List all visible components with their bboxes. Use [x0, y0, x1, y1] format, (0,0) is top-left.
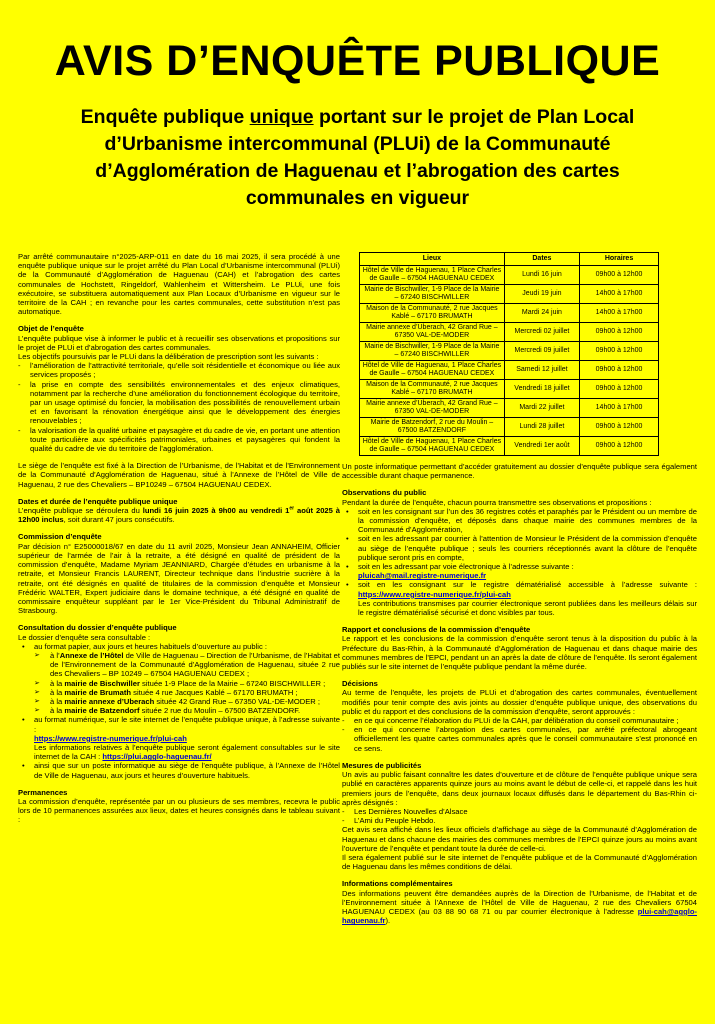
infos-heading: Informations complémentaires [342, 879, 453, 889]
rapport-section [342, 625, 697, 671]
registre-link[interactable]: https://www.registre-numerique.fr/plui-cah [358, 589, 511, 599]
objet-p1: L’enquête publique vise à informer le public et à recueillir ses observations et propositions sur le projet de PLUi et d’abrogation des cartes communales. [18, 333, 340, 352]
list-item: ➢ à l’Annexe de l’Hôtel de Ville de Haguenau – Direction de l’Urbanisme, de l’Habitat et de l’Environnement de la Communauté d’Agglomération de Haguenau, située 2 rue des Chevaliers – BP 10249 – 67504 HAGUENAU CEDEX ; [34, 651, 340, 679]
list-item: • soit en les consignant sur l’un des 36 registres cotés et paraphés par le Président ou un membre de la commission d’enquête, et déposés dans chaque mairie des communes membres de la Communauté d’Agglomération, [342, 507, 697, 535]
page-subtitle: Enquête publique unique portant sur le projet de Plan Local d’Urbanisme intercommunal (PLUi) de la Communauté d’Agglomération de Haguenau et l’abrogation des cartes communales en vigueur [80, 106, 635, 209]
email-link[interactable]: pluicah@mail.registre-numerique.fr [358, 571, 487, 581]
rapport-heading: Rapport et conclusions de la commission d’enquête [342, 625, 531, 635]
date-cell: Lundi 28 juillet [504, 418, 579, 437]
horaire-cell: 09h00 à 12h00 [580, 437, 659, 456]
horaire-cell: 09h00 à 12h00 [580, 266, 659, 285]
lieu-cell: Maison de la Communauté, 2 rue Jacques Kablé – 67170 BRUMATH [360, 380, 505, 399]
decisions-text: Au terme de l’enquête, les projets de PLUi et d’abrogation des cartes communales, éventuellement modifiés pour tenir compte des avis joints au dossier d’enquête publique unique, des observations du public et du rapport et des conclusions de la commission d’enquête, seront approuvés : [342, 688, 697, 716]
objet-section [18, 324, 340, 453]
left-column [18, 252, 340, 833]
table-row [360, 399, 659, 418]
column-header: Dates [504, 253, 579, 266]
lieu-cell: Hôtel de Ville de Haguenau, 1 Place Charles de Gaulle – 67504 HAGUENAU CEDEX [360, 361, 505, 380]
siege-paragraph: Le siège de l’enquête est fixé à la Direction de l’Urbanisme, de l’Habitat et de l’Environnement de la Communauté d’Agglomération de Haguenau, situé à l’Annexe de l’Hôtel de Ville de Haguenau, 2 rue des Chevaliers – BP10249 – 67504 HAGUENAU CEDEX. [18, 461, 340, 489]
objet-heading: Objet de l’enquête [18, 324, 84, 334]
column-header: Horaires [580, 253, 659, 266]
permanences-section [18, 788, 340, 825]
table-row [360, 304, 659, 323]
horaire-cell: 09h00 à 12h00 [580, 323, 659, 342]
lieu-cell: Hôtel de Ville de Haguenau, 1 Place Charles de Gaulle – 67504 HAGUENAU CEDEX [360, 437, 505, 456]
table-row [360, 380, 659, 399]
horaire-cell: 09h00 à 12h00 [580, 361, 659, 380]
date-cell: Samedi 12 juillet [504, 361, 579, 380]
publicite-heading: Mesures de publicités [342, 760, 422, 770]
list-item: • soit en les adressant par voie électronique à l’adresse suivante : pluicah@mail.registre-numerique.fr [342, 562, 697, 580]
list-item: - l’amélioration de l’attractivité territoriale, qu’elle soit résidentielle et économique ou liée aux services proposés ; [18, 361, 340, 379]
list-item: ➢ à la mairie annexe d’Uberach située 42 Grand Rue – 67350 VAL-DE-MODER ; [34, 697, 340, 706]
table-row [360, 285, 659, 304]
table-body [360, 266, 659, 456]
consultation-list [18, 642, 340, 780]
observations-intro: Pendant la durée de l’enquête, chacun pourra transmettre ses observations et propositions : [342, 497, 652, 507]
horaire-cell: 14h00 à 17h00 [580, 304, 659, 323]
observations-heading: Observations du public [342, 488, 427, 498]
lieu-cell: Maison de la Communauté, 2 rue Jacques Kablé – 67170 BRUMATH [360, 304, 505, 323]
list-item: • ainsi que sur un poste informatique au siège de l’enquête publique, à l’Annexe de l’Hôtel de Ville de Haguenau, aux jours et heures d’ouverture habituels. [18, 761, 340, 779]
right-column [342, 252, 697, 933]
horaire-cell: 09h00 à 12h00 [580, 418, 659, 437]
objet-p2: Les objectifs poursuivis par le PLUi dans la délibération de prescription sont les suivants : [18, 352, 319, 362]
publicite-section [342, 761, 697, 871]
date-cell: Lundi 16 juin [504, 266, 579, 285]
permanences-table [359, 252, 659, 456]
list-item: - la valorisation de la qualité urbaine et paysagère et du cadre de vie, en portant une attention toute particulière aux spécificités patrimoniales, urbaines et paysagères qui fondent la qualité du cadre de vie du territoire de l’agglomération. [18, 426, 340, 454]
commission-section [18, 532, 340, 615]
observations-list [342, 507, 697, 617]
journaux-list [342, 807, 697, 825]
list-item: • au format numérique, sur le site internet de l’enquête publique unique, à l’adresse suivante : https://www.registre-numerique.fr/plui-cah Les informations relatives à l’enquête publique seront également consultables sur le site internet de la CAH : https://plui.agglo-haguenau.fr/ [18, 715, 340, 761]
dates-section [18, 497, 340, 525]
lieu-cell: Mairie de Bischwiller, 1-9 Place de la Mairie – 67240 BISCHWILLER [360, 285, 505, 304]
consultation-intro: Le dossier d’enquête sera consultable : [18, 632, 151, 642]
list-item: • soit en les consignant sur le registre dématérialisé accessible à l’adresse suivante : https://www.registre-numerique.fr/plui-cah Les contributions transmises par courrier électronique seront publiées dans les meilleurs délais sur le registre dématérialisé sécurisé et donc visibles par tous. [342, 580, 697, 617]
commission-text: Par décision n° E25000018/67 en date du 11 avril 2025, Monsieur Jean ANNAHEIM, Officier supérieur de l’armée de l’air à la retraite, a été désigné en qualité de président de la commission d’enquête, Madame Myriam JEANNIARD, Chargée d’études en urbanisme à la retraite, et Monsieur Francis LAURENT, Directeur technique dans l’industrie sucrière à la retraite, ont été désignés en qualité de titulaires de la commission d’enquête et Monsieur Frédéric WALTER, Expert judiciaire dans le domaine technique, a été désigné en qualité de commissaire enquêteur suppléant par le 1er Vice-Président du Tribunal Administratif de Strasbourg. [18, 541, 340, 616]
plui-site-link[interactable]: https://plui.agglo-haguenau.fr/ [102, 752, 212, 762]
list-item: - en ce qui concerne l’abrogation des cartes communales, par arrêté préfectoral abrogeant officiellement les quatre cartes communales après que le conseil communautaire s’est prononcé en ce sens. [342, 725, 697, 753]
list-item: ➢ à la mairie de Batzendorf située 2 rue du Moulin – 67500 BATZENDORF. [34, 706, 340, 715]
email-link[interactable]: plui-cah@agglo-haguenau.fr [342, 906, 697, 926]
intro-paragraph: Par arrêté communautaire n°2025-ARP-011 en date du 16 mai 2025, il sera procédé à une enquête publique unique sur le projet arrêté du Plan Local d’Urbanisme intercommunal (PLUi) de la Communauté d’Agglomération de Haguenau (CAH) et l’abrogation des cartes communales de Hochstett, Ringeldorf, Wahlenheim et Wittersheim. Le PLUi, une fois exécutoire, se substituera automatiquement aux Plan Locaux d’Urbanisme en vigueur sur le territoire de la CAH ; en revanche pour les cartes communales, cette substitution n’est pas automatique. [18, 252, 340, 317]
consultation-section [18, 623, 340, 779]
decisions-heading: Décisions [342, 679, 378, 689]
table-row [360, 418, 659, 437]
table-row [360, 323, 659, 342]
publicite-p2: Cet avis sera affiché dans les lieux officiels d’affichage au siège de la Communauté d’Agglomération de Haguenau et dans chacune des mairies des communes membres de l’EPCI quinze jours au moins avant l’ouverture de l’enquête et pendant toute la durée de celle-ci. [342, 825, 697, 853]
date-cell: Mardi 22 juillet [504, 399, 579, 418]
dates-heading: Dates et durée de l’enquête publique unique [18, 496, 178, 506]
table-row [360, 342, 659, 361]
list-item: • au format papier, aux jours et heures habituels d’ouverture au public : ➢ à l’Annexe de l’Hôtel de Ville de Haguenau – Direction de l’Urbanisme, de l’Habitat et de l’Environnement de la Communauté d’Agglomération de Haguenau, située 2 rue des Chevaliers – BP 10249 – 67504 HAGUENAU CEDEX ; ➢ à la mairie de Bischwiller située 1-9 Place de la Mairie – 67240 BISCHWILLER ; ➢ à la mairie de Brumath située 4 rue Jacques Kablé – 67170 BRUMATH ; ➢ à la mairie annexe d’Uberach située 42 Grand Rue – 67350 VAL-DE-MODER ; ➢ à la mairie de Batzendorf située 2 rue du Moulin – 67500 BATZENDORF. [18, 642, 340, 716]
list-item: ➢ à la mairie de Brumath située 4 rue Jacques Kablé – 67170 BRUMATH ; [34, 688, 340, 697]
list-item: - Les Dernières Nouvelles d’Alsace [342, 807, 697, 816]
decisions-section [342, 679, 697, 753]
lieu-cell: Mairie annexe d’Uberach, 42 Grand Rue – 67350 VAL-DE-MODER [360, 399, 505, 418]
date-cell: Mercredi 09 juillet [504, 342, 579, 361]
observations-section [342, 488, 697, 617]
horaire-cell: 14h00 à 17h00 [580, 399, 659, 418]
date-cell: Mercredi 02 juillet [504, 323, 579, 342]
page-title: AVIS D’ENQUÊTE PUBLIQUE [54, 37, 661, 85]
permanences-heading: Permanences [18, 787, 68, 797]
column-header: Lieux [360, 253, 505, 266]
horaire-cell: 09h00 à 12h00 [580, 380, 659, 399]
lieu-cell: Hôtel de Ville de Haguenau, 1 Place Charles de Gaulle – 67504 HAGUENAU CEDEX [360, 266, 505, 285]
sites-list [34, 651, 340, 715]
table-row [360, 437, 659, 456]
registre-link[interactable]: https://www.registre-numerique.fr/plui-cah [34, 733, 187, 743]
list-item: - la prise en compte des sensibilités environnementales et des enjeux climatiques, notamment par la recherche d’une amélioration du fonctionnement écologique du territoire, par un usage optimisé du foncier, la mobilisation des possibilités de renouvellement urbain et en favorisant la rénovation énergétique ainsi que le développement des énergies renouvelables ; [18, 380, 340, 426]
table-row [360, 266, 659, 285]
list-item: • soit en les adressant par courrier à l’attention de Monsieur le Président de la commission d’enquête au siège de l’enquête publique ; seuls les courriers réceptionnés avant la clôture de l’enquête publique seront pris en compte, [342, 534, 697, 562]
date-cell: Vendredi 1er août [504, 437, 579, 456]
table-header-row [360, 253, 659, 266]
table-row [360, 361, 659, 380]
lieu-cell: Mairie de Bischwiller, 1-9 Place de la Mairie – 67240 BISCHWILLER [360, 342, 505, 361]
objet-list [18, 361, 340, 453]
lieu-cell: Mairie annexe d’Uberach, 42 Grand Rue – 67350 VAL-DE-MODER [360, 323, 505, 342]
list-item: - L’Ami du Peuple Hebdo. [342, 816, 697, 825]
rapport-text: Le rapport et les conclusions de la commission d’enquête seront tenus à la disposition du public à la Préfecture du Bas-Rhin, à la Communauté d’Agglomération de Haguenau et dans chaque mairie des communes membres de l’EPCI, pendant un an après la date de clôture de l’enquête. Ils seront également publiés sur le site internet de l’enquête publique pendant la même durée. [342, 634, 698, 672]
horaire-cell: 09h00 à 12h00 [580, 342, 659, 361]
decisions-list [342, 716, 697, 753]
date-cell: Vendredi 18 juillet [504, 380, 579, 399]
list-item: ➢ à la mairie de Bischwiller située 1-9 Place de la Mairie – 67240 BISCHWILLER ; [34, 679, 340, 688]
infos-section [342, 879, 697, 925]
date-cell: Mardi 24 juin [504, 304, 579, 323]
lieu-cell: Mairie de Batzendorf, 2 rue du Moulin – 67500 BATZENDORF [360, 418, 505, 437]
consultation-heading: Consultation du dossier d’enquête publique [18, 623, 177, 633]
date-cell: Jeudi 19 juin [504, 285, 579, 304]
dates-text: L’enquête publique se déroulera du lundi 16 juin 2025 à 9h00 au vendredi 1er août 2025 à 12h00 inclus, soit durant 47 jours consécutifs. [18, 505, 341, 525]
poste-paragraph: Un poste informatique permettant d’accéder gratuitement au dossier d’enquête publique sera également accessible durant chaque permanence. [342, 462, 697, 481]
permanences-text: La commission d’enquête, représentée par un ou plusieurs de ses membres, recevra le public lors de 10 permanences assurées aux lieux, dates et heures consignés dans le tableau suivant : [18, 796, 340, 825]
infos-text: Des informations peuvent être demandées auprès de la Direction de l’Urbanisme, de l’Habitat et de l’Environnement située à l’Annexe de l’Hôtel de Ville de Haguenau, 2 rue des Chevaliers 67504 HAGUENAU CEDEX (au 03 88 90 68 71 ou par courrier électronique à l’adresse plui-cah@agglo-haguenau.fr). [342, 888, 697, 926]
commission-heading: Commission d’enquête [18, 532, 102, 542]
publicite-text: Un avis au public faisant connaître les dates d’ouverture et de clôture de l’enquête publique unique sera publié en caractères apparents quinze jours au moins avant le début de celle-ci, et rappelé dans les huit premiers jours de l’enquête, dans deux journaux locaux diffusés dans le département du Bas-Rhin ci-après désignés : [342, 770, 697, 807]
list-item: - en ce qui concerne l’élaboration du PLUi de la CAH, par délibération du conseil communautaire ; [342, 716, 697, 725]
horaire-cell: 14h00 à 17h00 [580, 285, 659, 304]
publicite-p3: Il sera également publié sur le site internet de l’enquête publique et de la Communauté d’Agglomération de Haguenau dans les mêmes conditions de délai. [342, 852, 697, 872]
